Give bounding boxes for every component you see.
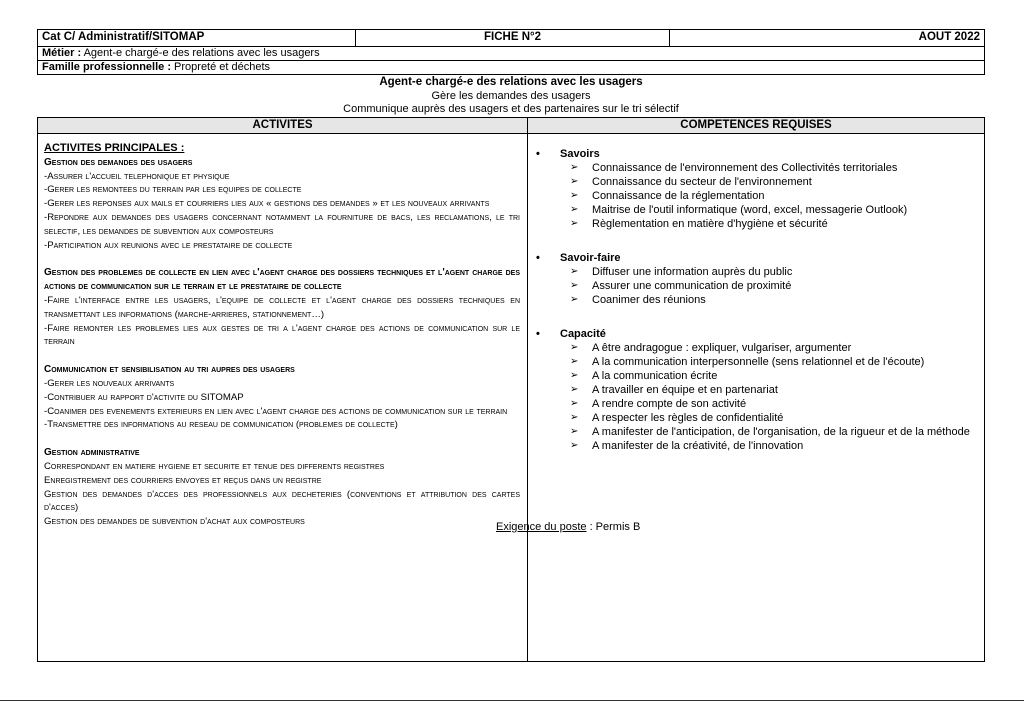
activity-item: -Repondre aux demandes des usagers concernant notamment la fourniture de bacs, les reclamations, le tri selectif, les demandes de subvention aux composteurs bbox=[44, 211, 520, 237]
category-cell: Cat C/ Administratif/SITOMAP bbox=[38, 30, 356, 46]
metier-value: Agent-e chargé-e des relations avec les usagers bbox=[81, 47, 320, 59]
competences-column-header: COMPETENCES REQUISES bbox=[680, 119, 832, 131]
competence-item: ➢ Connaissance de l'environnement des Collectivités territoriales bbox=[534, 161, 982, 175]
competence-item: ➢ Connaissance de la réglementation bbox=[534, 189, 982, 203]
competence-item: ➢ A la communication écrite bbox=[534, 369, 982, 383]
competence-item: ➢ Connaissance du secteur de l'environnement bbox=[534, 175, 982, 189]
activity-item: Correspondant en matiere hygiene et securite et tenue des differents registres bbox=[44, 460, 385, 472]
competence-item: ➢ Coanimer des réunions bbox=[534, 293, 982, 307]
activity-section bbox=[44, 266, 520, 349]
activity-item: Gestion des demandes de subvention d'achat aux composteurs bbox=[44, 516, 305, 528]
activites-column bbox=[44, 142, 520, 529]
activity-item: -Contribuer au rapport d'activite du SITOMAP bbox=[44, 391, 244, 403]
activity-item: -Faire l'interface entre les usagers, l'equipe de collecte et l'agent charge des dossiers techniques en transmettant les informations (marche-arrieres, stationnement…) bbox=[44, 294, 520, 320]
activity-item: -Coanimer des evenements exterieurs en lien avec l'agent charge des actions de communication sur le terrain bbox=[44, 405, 508, 417]
competence-section-title: • Capacité bbox=[534, 327, 982, 341]
competences-column bbox=[534, 147, 982, 473]
main-table bbox=[37, 117, 985, 662]
activity-item: -Gerer les nouveaux arrivants bbox=[44, 377, 175, 389]
fiche-number-cell: FICHE N°2 bbox=[356, 30, 670, 46]
activity-item: Gestion des demandes d'acces des professionnels aux decheteries (conventions et attribution des cartes d'acces) bbox=[44, 488, 520, 514]
activity-item: -Assurer l'accueil telephonique et physique bbox=[44, 170, 230, 182]
activity-section bbox=[44, 363, 520, 432]
metier-row bbox=[37, 46, 985, 60]
competence-item: ➢ A manifester de l'anticipation, de l'organisation, de la rigueur et de la méthode bbox=[534, 425, 982, 439]
famille-value: Propreté et déchets bbox=[170, 61, 271, 73]
competence-item: ➢ A travailler en équipe et en partenariat bbox=[534, 383, 982, 397]
activity-item: -Gerer les remontees du terrain par les equipes de collecte bbox=[44, 184, 302, 196]
competence-item: ➢ Règlementation en matière d'hygiène et sécurité bbox=[534, 217, 982, 231]
column-divider bbox=[527, 133, 528, 661]
competence-item: ➢ Maitrise de l'outil informatique (word, excel, messagerie Outlook) bbox=[534, 203, 982, 217]
competence-item: ➢ A rendre compte de son activité bbox=[534, 397, 982, 411]
famille-row bbox=[37, 60, 985, 75]
competence-section-title: • Savoir-faire bbox=[534, 251, 982, 265]
date-cell: AOUT 2022 bbox=[918, 31, 980, 43]
competence-section bbox=[534, 147, 982, 231]
competence-item: ➢ Diffuser une information auprès du public bbox=[534, 265, 982, 279]
competence-section-title: • Savoirs bbox=[534, 147, 982, 161]
exigence-label: Exigence du poste bbox=[496, 521, 587, 533]
activity-section-title: Gestion administrative bbox=[44, 447, 140, 459]
activity-item: -Faire remonter les problemes lies aux gestes de tri a l'agent charge des actions de communication sur le terrain bbox=[44, 322, 520, 348]
page-title: Agent-e chargé-e des relations avec les usagers bbox=[379, 76, 643, 88]
subtitle-line-1: Gère les demandes des usagers bbox=[431, 90, 591, 102]
competence-item: ➢ A être andragogue : expliquer, vulgariser, argumenter bbox=[534, 341, 982, 355]
activity-section-title: Gestion des demandes des usagers bbox=[44, 156, 193, 168]
activites-column-header: ACTIVITES bbox=[38, 118, 528, 133]
competence-item: ➢ A la communication interpersonnelle (sens relationnel et de l'écoute) bbox=[534, 355, 982, 369]
header-row bbox=[37, 29, 985, 46]
competence-item: ➢ A respecter les règles de confidentialité bbox=[534, 411, 982, 425]
activity-item: -Transmettre des informations au reseau de communication (problemes de collecte) bbox=[44, 419, 398, 431]
activity-section bbox=[44, 156, 520, 253]
activity-section-title: Communication et sensibilisation au tri aupres des usagers bbox=[44, 364, 295, 376]
activity-item: -Participation aux reunions avec le prestataire de collecte bbox=[44, 239, 293, 251]
activites-heading: ACTIVITES PRINCIPALES : bbox=[44, 142, 185, 154]
table-header bbox=[38, 118, 984, 134]
exigence-value: : Permis B bbox=[586, 521, 641, 533]
metier-label: Métier : bbox=[42, 47, 82, 59]
activity-item: -Gerer les reponses aux mails et courriers lies aux « gestions des demandes » et les nouveaux arrivants bbox=[44, 198, 490, 210]
subtitle-line-2: Communique auprès des usagers et des partenaires sur le tri sélectif bbox=[343, 103, 679, 115]
competence-item: ➢ Assurer une communication de proximité bbox=[534, 279, 982, 293]
activity-section bbox=[44, 446, 520, 529]
exigence-line bbox=[496, 521, 640, 533]
competence-section bbox=[534, 251, 982, 307]
page-bottom-rule bbox=[0, 700, 1024, 701]
competence-section bbox=[534, 327, 982, 453]
activity-section-title: Gestion des problemes de collecte en lien avec l'agent charge des dossiers techniques et l'agent charge des actions de communication sur le terrain et le prestataire de collecte bbox=[44, 267, 520, 293]
competence-item: ➢ A manifester de la créativité, de l'innovation bbox=[534, 439, 982, 453]
famille-label: Famille professionnelle : bbox=[42, 61, 171, 73]
activity-item: Enregistrement des courriers envoyes et reçus dans un registre bbox=[44, 474, 322, 486]
